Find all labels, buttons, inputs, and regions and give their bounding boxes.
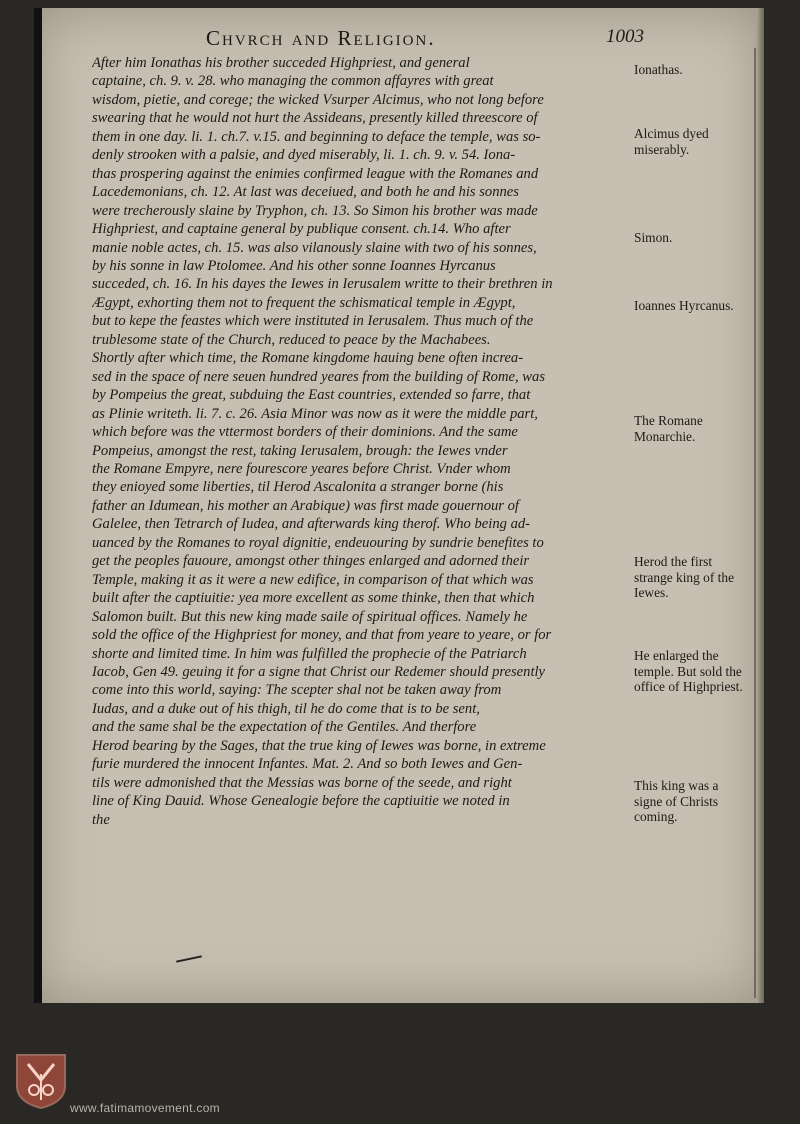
text-line: uanced by the Romanes to royal dignitie, endeuouring by sundrie benefites to: [92, 534, 544, 551]
margin-note: This king was a signe of Christs coming.: [634, 778, 719, 824]
text-line: Lacedemonians, ch. 12. At last was deceiued, and both he and his sonnes: [92, 184, 519, 201]
text-line: captaine, ch. 9. v. 28. who managing the common affayres with great: [92, 73, 494, 90]
running-title: Chvrch and Religion.: [206, 26, 436, 50]
margin-tick-mark: [758, 853, 760, 875]
text-line: manie noble actes, ch. 15. was also vilanously slaine with two of his sonnes,: [92, 239, 537, 256]
margin-note: The Romane Monarchie.: [634, 413, 703, 444]
text-line: they enioyed some liberties, til Herod Ascalonita a stranger borne (his: [92, 479, 504, 496]
text-line: sed in the space of nere seuen hundred yeares from the building of Rome, was: [92, 368, 545, 385]
text-line: which before was the vttermost borders of their dominions. And the same: [92, 424, 518, 441]
text-line: father an Idumean, his mother an Arabique) was first made gouernour of: [92, 497, 519, 514]
text-line: as Plinie writeth. li. 7. c. 26. Asia Minor was now as it were the middle part,: [92, 405, 538, 422]
text-line: swearing that he would not hurt the Assideans, presently killed threescore of: [92, 110, 538, 127]
fatima-seal-icon: [14, 1052, 68, 1110]
text-line: After him Ionathas his brother succeded Highpriest, and general: [92, 55, 470, 71]
text-line: denly strooken with a palsie, and dyed miserably, li. 1. ch. 9. v. 54. Iona-: [92, 147, 516, 164]
book-page: [34, 8, 764, 1003]
text-line: but to kepe the feastes which were instituted in Ierusalem. Thus much of the: [92, 313, 534, 330]
text-line: the: [92, 811, 110, 828]
text-line: Shortly after which time, the Romane kingdome hauing bene often increa-: [92, 350, 524, 367]
text-line: get the peoples fauoure, amongst other thinges enlarged and adorned their: [92, 553, 530, 570]
text-line: Ægypt, exhorting them not to frequent the schismatical temple in Ægypt,: [92, 294, 516, 311]
text-line: sold the office of the Highpriest for money, and that from yeare to yeare, or for: [92, 627, 552, 644]
text-line: Herod bearing by the Sages, that the true king of Iewes was borne, in extreme: [92, 737, 546, 754]
text-line: Highpriest, and captaine general by publique consent. ch.14. Who after: [92, 221, 511, 238]
text-line: line of King Dauid. Whose Genealogie before the captiuitie we noted in: [92, 793, 510, 810]
text-line: them in one day. li. 1. ch.7. v.15. and beginning to deface the temple, was so-: [92, 128, 541, 145]
text-line: trublesome state of the Church, reduced to peace by the Machabees.: [92, 331, 491, 348]
text-line: and the same shal be the expectation of the Gentiles. And therfore: [92, 719, 477, 736]
text-line: Galelee, then Tetrarch of Iudea, and afterwards king therof. Who being ad-: [92, 516, 531, 533]
page-edge-rule: [754, 48, 756, 998]
text-line: Pompeius, amongst the rest, taking Ierusalem, brough: the Iewes vnder: [92, 442, 508, 459]
text-line: thas prospering against the enimies confirmed league with the Romanes and: [92, 165, 539, 182]
page-header: [34, 26, 764, 54]
text-line: shorte and limited time. In him was fulfilled the prophecie of the Patriarch: [92, 645, 527, 662]
text-line: Iudas, and a duke out of his thigh, til he do come that is to be sent,: [92, 700, 480, 717]
margin-note: Herod the first strange king of the Iewes.: [634, 554, 735, 600]
text-line: furie murdered the innocent Infantes. Mat. 2. And so both Iewes and Gen-: [92, 756, 523, 773]
stray-dash-mark: [176, 955, 202, 962]
text-line: come into this world, saying: The scepter shal not be taken away from: [92, 682, 502, 699]
body-text: [92, 54, 664, 829]
page-number: 1003: [606, 26, 644, 47]
text-line: Iacob, Gen 49. geuing it for a signe that Christ our Redemer should presently: [92, 663, 546, 680]
margin-note: He enlarged the temple. But sold the office of Highpriest.: [634, 648, 743, 694]
margin-note: Simon.: [634, 230, 673, 245]
margin-note: Ionathas.: [634, 62, 683, 77]
text-line: wisdom, pietie, and corege; the wicked Vsurper Alcimus, who not long before: [92, 91, 544, 108]
text-line: were trecherously slaine by Tryphon, ch. 13. So Simon his brother was made: [92, 202, 538, 219]
text-line: tils were admonished that the Messias was borne of the seede, and right: [92, 774, 512, 791]
text-line: by his sonne in law Ptolomee. And his other sonne Ioannes Hyrcanus: [92, 257, 496, 274]
margin-note: Alcimus dyed miserably.: [634, 126, 709, 157]
text-line: Salomon built. But this new king made saile of spiritual offices. Namely he: [92, 608, 528, 625]
text-line: the Romane Empyre, nere fourescore yeares before Christ. Vnder whom: [92, 460, 511, 477]
text-line: built after the captiuitie: yea more excellent as some thinke, then that which: [92, 590, 535, 607]
text-line: succeded, ch. 16. In his dayes the Iewes in Ierusalem writte to their brethren in: [92, 276, 553, 293]
watermark-url: www.fatimamovement.com: [70, 1101, 220, 1115]
text-line: Temple, making it as it were a new edifice, in comparison of that which was: [92, 571, 534, 588]
text-line: by Pompeius the great, subduing the East countries, extended so farre, that: [92, 387, 531, 404]
margin-note: Ioannes Hyrcanus.: [634, 298, 734, 313]
